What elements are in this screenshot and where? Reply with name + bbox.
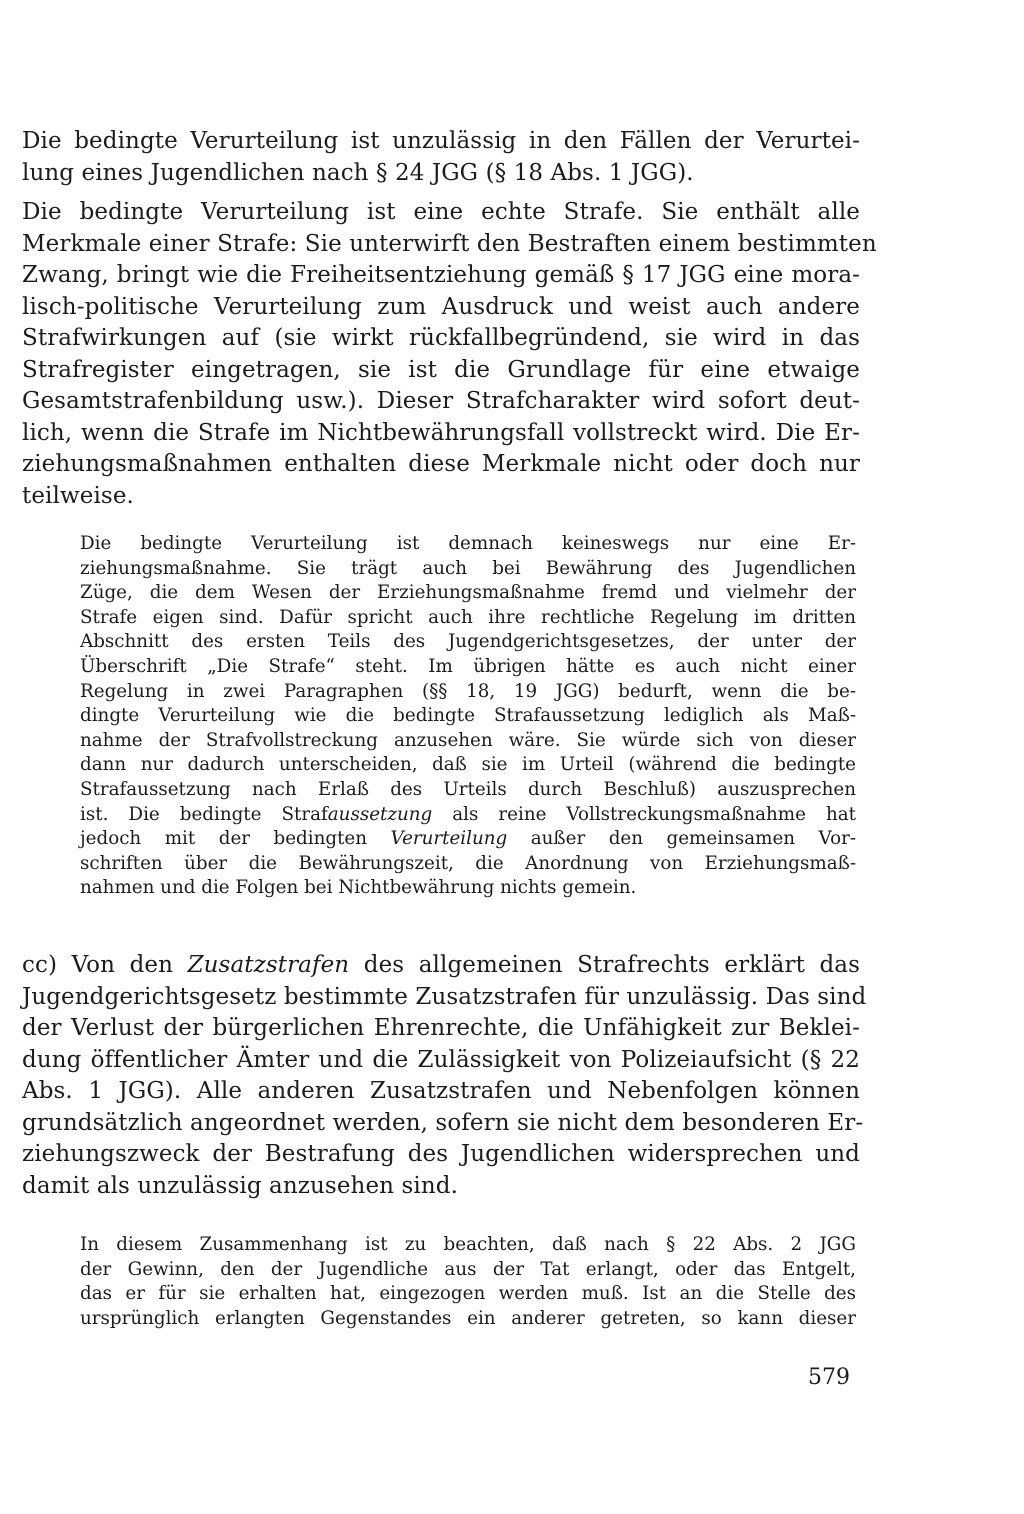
text-line: dann nur dadurch unterscheiden, daß sie im Urteil (während die bedingte xyxy=(80,754,856,776)
text-line: Zwang, bringt wie die Freiheitsentziehung gemäß § 17 JGG eine mora- xyxy=(22,262,860,288)
text-line: Strafe eigen sind. Dafür spricht auch ihre rechtliche Regelung im dritten xyxy=(80,606,856,628)
text-line: Die bedingte Verurteilung ist eine echte Strafe. Sie enthält alle xyxy=(22,199,860,225)
text-line: Strafregister eingetragen, sie ist die Grundlage für eine etwaige xyxy=(22,356,860,383)
text-line: ziehungsmaßnahmen enthalten diese Merkmale nicht oder doch nur xyxy=(22,451,860,477)
note-paragraph-erziehungsmassnahme xyxy=(80,532,856,901)
text-run: des allgemeinen Strafrechts erklärt das xyxy=(349,952,860,978)
text-line: Merkmale einer Strafe: Sie unterwirft den Bestraften einem bestimmten xyxy=(22,230,877,257)
text-line: Züge, die dem Wesen der Erziehungsmaßnahme fremd und vielmehr der xyxy=(80,582,856,604)
text-line: schriften über die Bewährungszeit, die Anordnung von Erziehungsmaß- xyxy=(80,852,856,874)
text-line: dingte Verurteilung wie die bedingte Strafaussetzung lediglich als Maß- xyxy=(80,705,856,727)
text-line: Strafaussetzung nach Erlaß des Urteils durch Beschluß) auszusprechen xyxy=(80,778,856,800)
text-line: Überschrift „Die Strafe“ steht. Im übrigen hätte es auch nicht einer xyxy=(80,655,856,677)
emphasis-aussetzung: aussetzung xyxy=(327,803,433,825)
text-line: lich, wenn die Strafe im Nichtbewährungsfall vollstreckt wird. Die Er- xyxy=(22,419,860,446)
paragraph-zusatzstrafen xyxy=(22,950,867,1202)
text-line: Gesamtstrafenbildung usw.). Dieser Strafcharakter wird sofort deut- xyxy=(22,388,860,414)
text-line: Jugendgerichtsgesetz bestimmte Zusatzstrafen für unzulässig. Das sind xyxy=(22,983,867,1010)
text-line xyxy=(80,827,856,852)
text-line: Die bedingte Verurteilung ist unzulässig in den Fällen der Verurtei- xyxy=(22,128,860,154)
text-line: der Gewinn, den der Jugendliche aus der Tat erlangt, oder das Entgelt, xyxy=(80,1258,856,1280)
paragraph-echte-strafe xyxy=(22,197,877,512)
text-line xyxy=(22,950,860,982)
text-run: außer den gemeinsamen Vor- xyxy=(507,828,856,850)
text-line: ziehungsmaßnahme. Sie trägt auch bei Bewährung des Jugendlichen xyxy=(80,557,856,579)
paragraph-bedingte-verurteilung-unzulaessig xyxy=(22,126,860,189)
text-line: nahmen und die Folgen bei Nichtbewährung nichts gemein. xyxy=(80,877,637,899)
text-line: ursprünglich erlangten Gegenstandes ein anderer getreten, so kann dieser xyxy=(80,1307,856,1329)
text-line: Die bedingte Verurteilung ist demnach keineswegs nur eine Er- xyxy=(80,533,856,554)
text-line: dung öffentlicher Ämter und die Zulässigkeit von Polizeiaufsicht (§ 22 xyxy=(22,1046,860,1073)
text-line: Abs. 1 JGG). Alle anderen Zusatzstrafen und Nebenfolgen können xyxy=(22,1078,860,1104)
text-line: nahme der Strafvollstreckung anzusehen wäre. Sie würde sich von dieser xyxy=(80,729,856,751)
text-line: Regelung in zwei Paragraphen (§§ 18, 19 JGG) bedurft, wenn die be- xyxy=(80,680,856,702)
text-line: lung eines Jugendlichen nach § 24 JGG (§ 18 Abs. 1 JGG). xyxy=(22,159,694,186)
text-line: das er für sie erhalten hat, eingezogen werden muß. Ist an die Stelle des xyxy=(80,1283,856,1305)
text-line: In diesem Zusammenhang ist zu beachten, daß nach § 22 Abs. 2 JGG xyxy=(80,1234,856,1255)
text-run: ist. Die bedingte Straf xyxy=(80,803,328,825)
note-paragraph-gewinn-einziehung xyxy=(80,1233,856,1331)
text-line: Abschnitt des ersten Teils des Jugendgerichtsgesetzes, der unter der xyxy=(80,631,856,653)
page-number: 579 xyxy=(808,1365,850,1390)
text-line: der Verlust der bürgerlichen Ehrenrechte, die Unfähigkeit zur Beklei- xyxy=(22,1015,860,1041)
text-line: lisch-politische Verurteilung zum Ausdruck und weist auch andere xyxy=(22,293,860,320)
emphasis-zusatzstrafen: Zusatzstrafen xyxy=(187,952,350,978)
text-line: ziehungszweck der Bestrafung des Jugendlichen widersprechen und xyxy=(22,1141,860,1167)
text-line: teilweise. xyxy=(22,482,134,509)
emphasis-verurteilung: Verurteilung xyxy=(390,828,508,850)
text-line: grundsätzlich angeordnet werden, sofern sie nicht dem besonderen Er- xyxy=(22,1109,864,1136)
text-run: jedoch mit der bedingten xyxy=(80,828,391,850)
text-line xyxy=(80,803,856,828)
text-line: damit als unzulässig anzusehen sind. xyxy=(22,1172,458,1199)
text-line: Strafwirkungen auf (sie wirkt rückfallbegründend, sie wird in das xyxy=(22,325,860,351)
text-run: als reine Vollstreckungsmaßnahme hat xyxy=(432,803,856,825)
text-run: cc) Von den xyxy=(22,952,188,978)
